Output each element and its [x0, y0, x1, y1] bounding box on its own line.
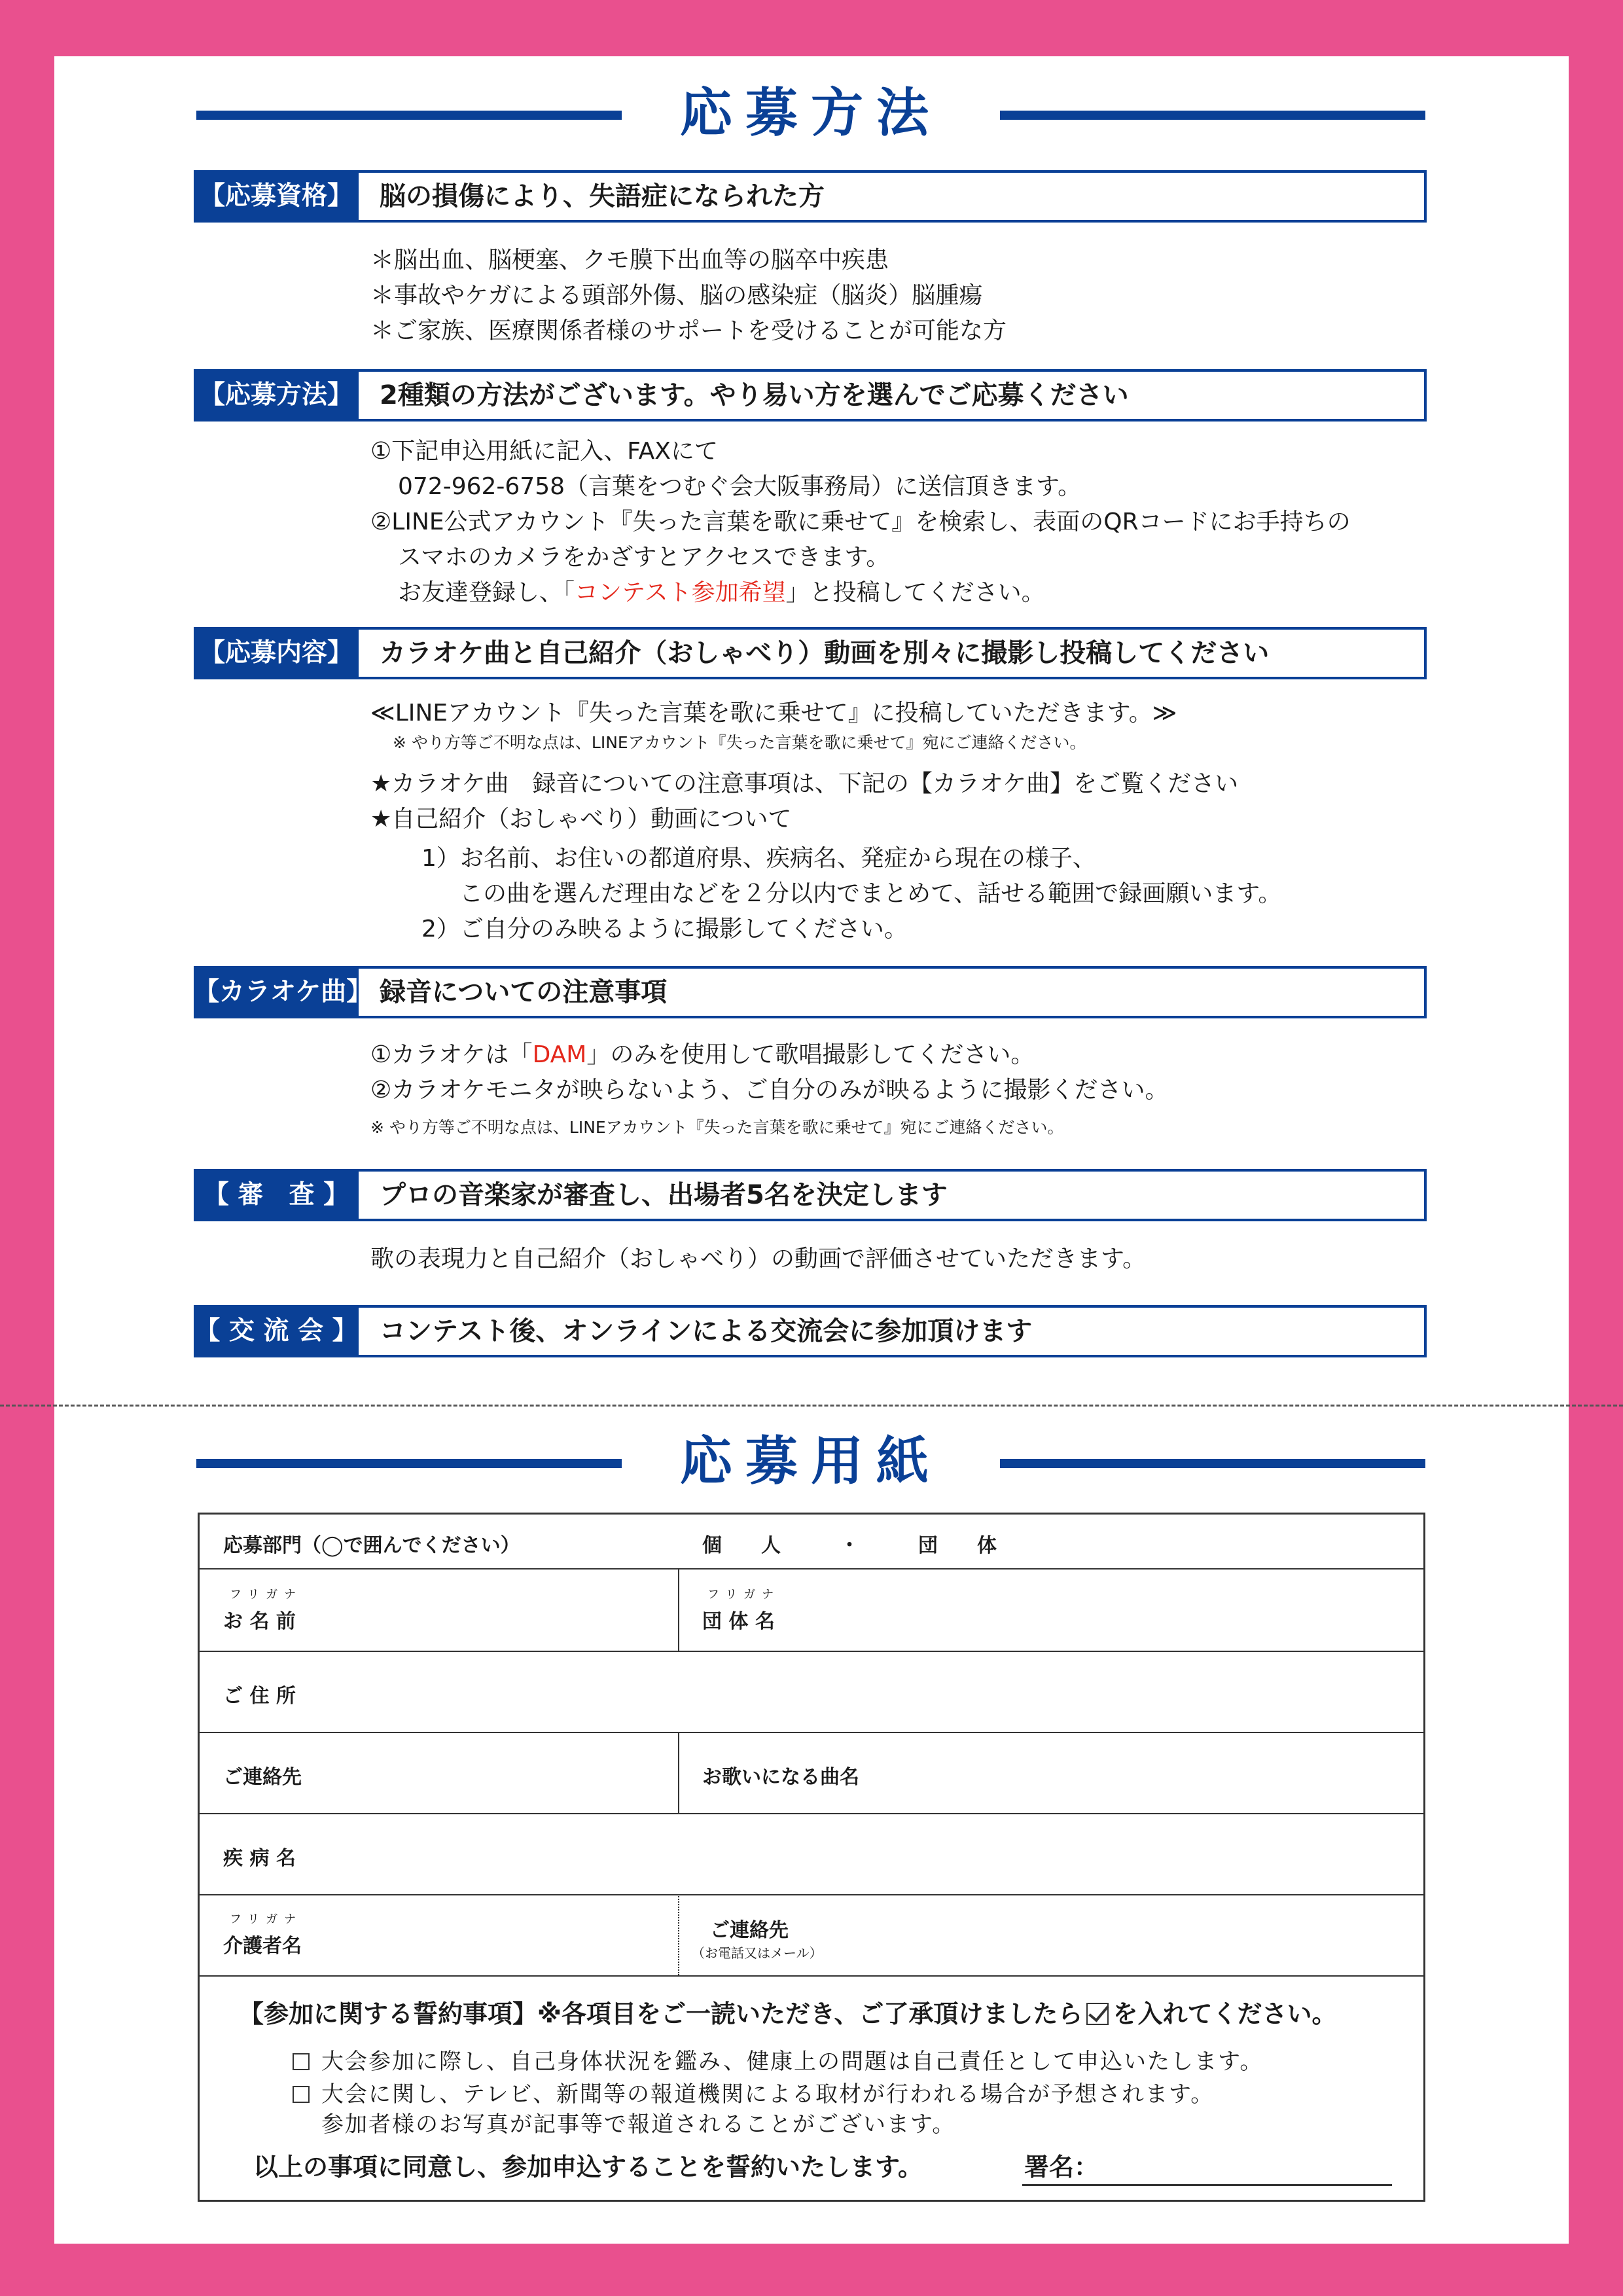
signature-label: 署名：	[1024, 2153, 1099, 2181]
eligibility-item: ＊事故やケガによる頭部外傷、脳の感染症（脳炎）脳腫瘍	[370, 282, 983, 309]
method-title-bar	[196, 84, 1425, 143]
review-heading: プロの音楽家が審査し、出場者5名を決定します	[380, 1180, 948, 1210]
content-label: 【応募内容】	[194, 627, 359, 679]
form-col-divider	[678, 1732, 679, 1813]
name-label: お 名 前	[223, 1610, 296, 1633]
section-eligibility	[194, 170, 1427, 223]
how-line	[398, 576, 1045, 610]
checkmark-icon	[1086, 2003, 1109, 2025]
pledge-item	[293, 2043, 1263, 2075]
pledge-item-text: 大会に関し、テレビ、新聞等の報道機関による取材が行われる場合が予想されます。	[321, 2081, 1215, 2108]
review-label: 【 審 査 】	[194, 1169, 359, 1221]
title-rule-left	[196, 1459, 622, 1468]
caregiver-contact-note: （お電話又はメール）	[692, 1945, 823, 1961]
form-row-divider	[200, 1813, 1423, 1814]
how-line: ②LINE公式アカウント『失った言葉を歌に乗せて』を検索し、表面のQRコードにお手持ちの	[370, 509, 1351, 535]
eligibility-item: ＊ご家族、医療関係者様のサポートを受けることが可能な方	[370, 317, 1007, 344]
pledge-item-text: 大会参加に際し、自己身体状況を鑑み、健康上の問題は自己責任として申込いたします。	[321, 2049, 1264, 2075]
division-options[interactable]: 個 人 ・ 団 体	[702, 1534, 997, 1557]
division-label: 応募部門（◯で囲んでください）	[223, 1534, 520, 1557]
method-title: 応募方法	[680, 82, 942, 143]
caregiver-name-label: 介護者名	[223, 1935, 302, 1958]
karaoke-line1-post: 」のみを使用して歌唱撮影してください。	[586, 1041, 1035, 1068]
how-heading: 2種類の方法がございます。やり易い方を選んでご応募ください	[380, 380, 1129, 410]
how-line: スマホのカメラをかざすとアクセスできます。	[398, 544, 890, 571]
karaoke-line: ②カラオケモニタが映らないよう、ご自分のみが映るように撮影ください。	[370, 1077, 1169, 1103]
review-line: 歌の表現力と自己紹介（おしゃべり）の動画で評価させていただきます。	[370, 1246, 1147, 1272]
content-heading: カラオケ曲と自己紹介（おしゃべり）動画を別々に撮影し投稿してください	[380, 638, 1270, 668]
title-rule-right	[1000, 1459, 1425, 1468]
contact-label: ご連絡先	[223, 1766, 302, 1789]
form-col-divider	[678, 1568, 679, 1651]
address-label: ご 住 所	[223, 1685, 296, 1708]
title-rule-right	[1000, 111, 1425, 120]
signature-line[interactable]	[1022, 2184, 1392, 2186]
form-title: 応募用紙	[680, 1431, 942, 1492]
content-line: ≪LINEアカウント『失った言葉を歌に乗せて』に投稿していただきます。≫	[370, 700, 1177, 726]
pledge-heading	[239, 1994, 1336, 2030]
form-col-divider	[678, 1894, 679, 1975]
form-row-divider	[200, 1732, 1423, 1733]
form-title-bar	[196, 1432, 1425, 1491]
checkbox[interactable]	[293, 2053, 310, 2070]
eligibility-heading: 脳の損傷により、失語症になられた方	[380, 181, 825, 211]
section-review	[194, 1169, 1427, 1221]
caregiver-contact-label: ご連絡先	[710, 1919, 789, 1942]
karaoke-note: ※ やり方等ご不明な点は、LINEアカウント『失った言葉を歌に乗せて』宛にご連絡ください。	[370, 1118, 1064, 1137]
content-line: ★カラオケ曲 録音についての注意事項は、下記の【カラオケ曲】をご覧ください	[370, 770, 1239, 797]
group-furigana: フリガナ	[707, 1588, 781, 1602]
eligibility-item: ＊脳出血、脳梗塞、クモ膜下出血等の脳卒中疾患	[370, 247, 889, 274]
song-name-label: お歌いになる曲名	[702, 1766, 859, 1789]
section-exchange	[194, 1305, 1427, 1357]
pledge-heading-post: を入れてください。	[1113, 2000, 1337, 2028]
how-line5-pre: お友達登録し、「	[398, 579, 575, 606]
karaoke-label: 【カラオケ曲】	[194, 966, 359, 1018]
exchange-label: 【 交 流 会 】	[194, 1305, 359, 1357]
content-line: ★自己紹介（おしゃべり）動画について	[370, 806, 792, 833]
cut-line	[0, 1405, 1623, 1407]
content-line: 2）ご自分のみ映るように撮影してください。	[421, 916, 908, 942]
exchange-heading: コンテスト後、オンラインによる交流会に参加頂けます	[380, 1316, 1033, 1346]
content-line: この曲を選んだ理由などを２分以内でまとめて、話せる範囲で録画願います。	[459, 880, 1282, 907]
disease-label: 疾 病 名	[223, 1847, 296, 1870]
how-line5-post: 」と投稿してください。	[785, 579, 1045, 606]
how-label: 【応募方法】	[194, 369, 359, 422]
name-furigana: フリガナ	[230, 1588, 303, 1602]
form-row-divider	[200, 1568, 1423, 1570]
group-name-label: 団 体 名	[702, 1610, 775, 1633]
dam-keyword: DAM	[532, 1041, 587, 1068]
pledge-item-continued: 参加者様のお写真が記事等で報道されることがございます。	[321, 2111, 956, 2138]
contest-keyword: コンテスト参加希望	[575, 579, 786, 606]
form-row-divider	[200, 1651, 1423, 1652]
karaoke-heading: 録音についての注意事項	[380, 977, 668, 1007]
checkbox[interactable]	[293, 2086, 310, 2103]
how-line: 072-962-6758（言葉をつむぐ会大阪事務局）に送信頂きます。	[398, 473, 1082, 500]
content-note: ※ やり方等ご不明な点は、LINEアカウント『失った言葉を歌に乗せて』宛にご連絡ください。	[393, 733, 1086, 752]
karaoke-line1-pre: ①カラオケは「	[370, 1041, 533, 1068]
application-form	[198, 1513, 1425, 2202]
form-row-divider	[200, 1894, 1423, 1895]
content-line: 1）お名前、お住いの都道府県、疾病名、発症から現在の様子、	[421, 845, 1096, 872]
pledge-heading-pre: 【参加に関する誓約事項】※各項目をご一読いただき、ご了承頂けましたら	[239, 2000, 1083, 2028]
eligibility-label: 【応募資格】	[194, 170, 359, 223]
karaoke-line	[370, 1038, 1034, 1072]
title-rule-left	[196, 111, 622, 120]
section-karaoke	[194, 966, 1427, 1018]
pledge-item	[293, 2076, 1214, 2108]
section-content	[194, 627, 1427, 679]
how-line: ①下記申込用紙に記入、FAXにて	[370, 438, 718, 465]
section-how-to-apply	[194, 369, 1427, 422]
form-row-divider	[200, 1975, 1423, 1977]
caregiver-furigana: フリガナ	[230, 1912, 303, 1926]
agreement-text: 以上の事項に同意し、参加申込することを誓約いたします。	[253, 2153, 923, 2181]
